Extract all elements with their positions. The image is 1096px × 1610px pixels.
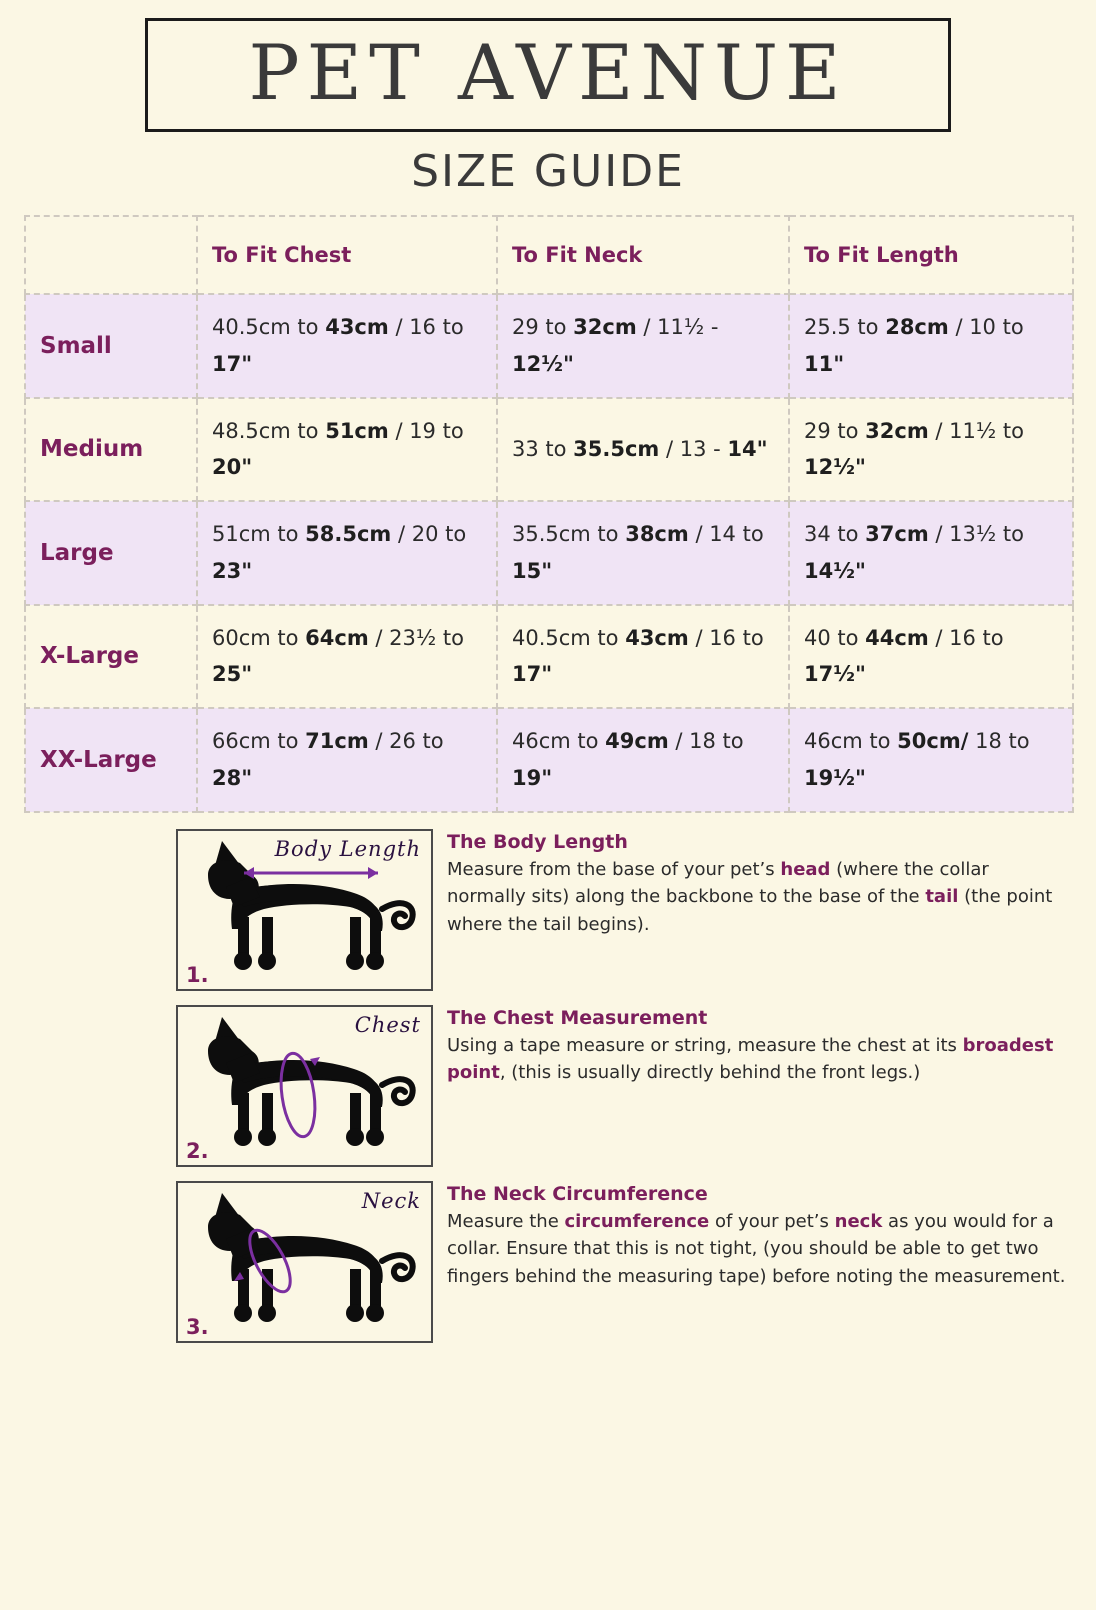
measurement-text [447,829,1072,940]
measurement-item [24,829,1072,991]
page-title: SIZE GUIDE [411,146,685,197]
column-header-size [25,216,197,294]
brand-title: PET AVENUE [248,28,848,117]
diagram-number: 2. [186,1138,209,1163]
cell-length: 34 to 37cm / 13½ to 14½" [789,501,1073,605]
column-header-chest: To Fit Chest [197,216,497,294]
table-row [25,501,1073,605]
cell-length: 29 to 32cm / 11½ to 12½" [789,398,1073,502]
measurement-title: The Chest Measurement [447,1006,708,1029]
table-header [25,216,1073,294]
dog-diagram [176,829,433,991]
size-label: Medium [25,398,197,502]
measurement-title: The Body Length [447,830,628,853]
cell-chest: 51cm to 58.5cm / 20 to 23" [197,501,497,605]
table-row [25,605,1073,709]
cell-neck: 35.5cm to 38cm / 14 to 15" [497,501,789,605]
cell-length: 25.5 to 28cm / 10 to 11" [789,294,1073,398]
table-header-row [25,216,1073,294]
diagram-label: Neck [361,1188,421,1213]
size-label: X-Large [25,605,197,709]
size-guide-page [0,18,1096,1610]
measurement-instructions [24,829,1072,1343]
cell-length: 40 to 44cm / 16 to 17½" [789,605,1073,709]
measurement-item [24,1181,1072,1343]
brand-header [145,18,951,132]
measurement-arrow-icon [178,831,431,989]
diagram-number: 3. [186,1314,209,1339]
cell-neck: 46cm to 49cm / 18 to 19" [497,708,789,812]
size-label: Small [25,294,197,398]
cell-chest: 66cm to 71cm / 26 to 28" [197,708,497,812]
measurement-body: Measure from the base of your pet’s head (where the collar normally sits) along the backbone to the base of the tail (the point where the tail begins). [447,858,1053,936]
cell-neck: 40.5cm to 43cm / 16 to 17" [497,605,789,709]
measurement-arrow-icon [178,1183,431,1341]
size-label: Large [25,501,197,605]
size-table [24,215,1074,813]
size-label: XX-Large [25,708,197,812]
measurement-text [447,1181,1072,1292]
cell-length: 46cm to 50cm/ 18 to 19½" [789,708,1073,812]
measurement-body: Measure the circumference of your pet’s neck as you would for a collar. Ensure that this is not tight, (you should be able to get two fingers behind the measuring tape) before noting the measurement. [447,1210,1066,1288]
measurement-body: Using a tape measure or string, measure the chest at its broadest point, (this is usually directly behind the front legs.) [447,1034,1054,1084]
measurement-arrow-icon [178,1007,431,1165]
table-body [25,294,1073,812]
diagram-label: Chest [354,1012,421,1037]
cell-chest: 40.5cm to 43cm / 16 to 17" [197,294,497,398]
measurement-item [24,1005,1072,1167]
diagram-number: 1. [186,962,209,987]
dog-diagram [176,1005,433,1167]
table-row [25,294,1073,398]
cell-neck: 29 to 32cm / 11½ - 12½" [497,294,789,398]
dog-diagram [176,1181,433,1343]
table-row [25,708,1073,812]
diagram-label: Body Length [274,836,421,861]
column-header-neck: To Fit Neck [497,216,789,294]
column-header-length: To Fit Length [789,216,1073,294]
cell-chest: 48.5cm to 51cm / 19 to 20" [197,398,497,502]
measurement-title: The Neck Circumference [447,1182,708,1205]
table-row [25,398,1073,502]
measurement-text [447,1005,1072,1088]
cell-chest: 60cm to 64cm / 23½ to 25" [197,605,497,709]
cell-neck: 33 to 35.5cm / 13 - 14" [497,398,789,502]
